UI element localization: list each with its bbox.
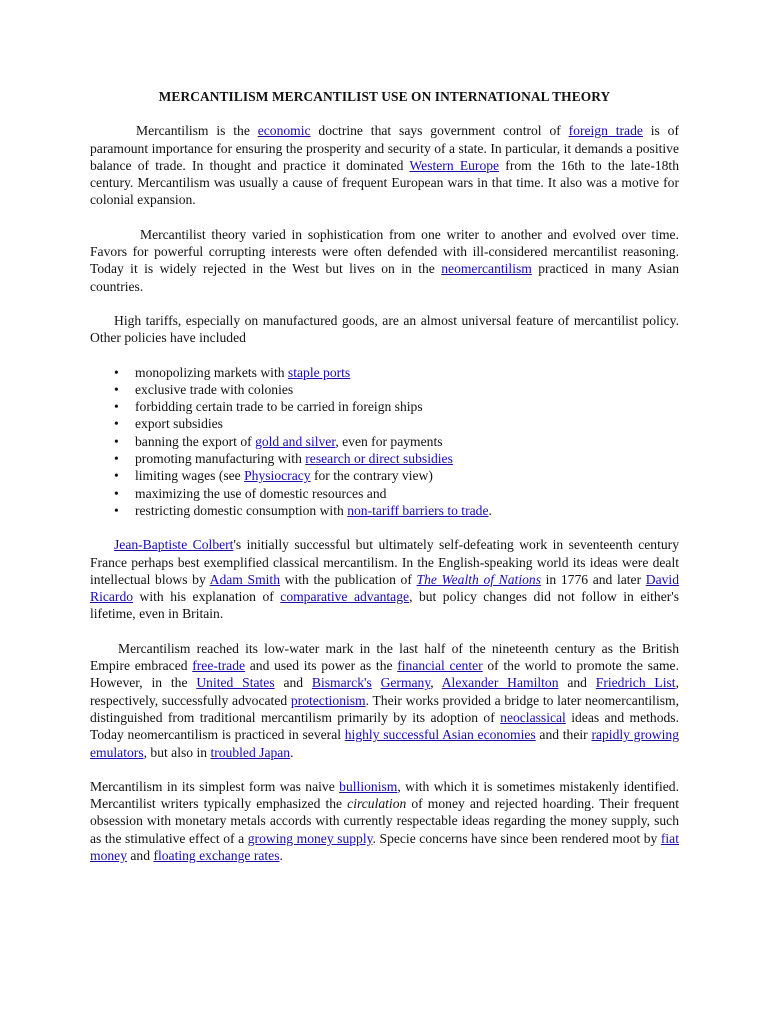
link-the-wealth-of-nations[interactable]: The Wealth of Nations	[416, 571, 541, 587]
text-run: , even for payments	[335, 433, 443, 449]
paragraph-intro	[90, 122, 679, 208]
text-run: , but policy changes did not follow in either's lifetime, even in Britain.	[90, 589, 679, 622]
text-run: with the publication of	[280, 571, 417, 587]
text-run: restricting domestic consumption with	[135, 502, 348, 518]
link-floating-exchange-rates[interactable]: floating exchange rates	[153, 847, 280, 863]
link-foreign-trade[interactable]: foreign trade	[568, 123, 643, 139]
text-run: Mercantilism reached its low-water mark in the last half of the nineteenth century as the British Empire embraced	[90, 640, 679, 674]
link-physiocracy[interactable]: Physiocracy	[244, 468, 311, 484]
list-item	[90, 415, 679, 432]
link-neoclassical[interactable]: neoclassical	[500, 709, 566, 725]
text-run: maximizing the use of domestic resources and	[135, 485, 387, 501]
link-bismarck-s[interactable]: Bismarck's	[311, 675, 372, 691]
link-free-trade[interactable]: free-trade	[192, 658, 246, 674]
text-run: , but also in	[143, 744, 211, 760]
link-financial-center[interactable]: financial center	[397, 658, 483, 674]
link-staple-ports[interactable]: staple ports	[287, 364, 351, 380]
text-run: for the contrary view)	[310, 468, 433, 484]
link-research-or-direct-subsidies[interactable]: research or direct subsidies	[305, 451, 453, 467]
emphasis-text: circulation	[347, 796, 407, 812]
list-item	[90, 450, 679, 467]
text-run: is of paramount importance for ensuring the prosperity and security of a state. In particular, it demands a positive balance of trade. In thought and practice it dominated	[90, 123, 679, 173]
paragraph-low-water	[90, 640, 679, 761]
text-run: promoting manufacturing with	[135, 451, 306, 467]
text-run: of the world to promote the same. However, in the	[90, 658, 679, 691]
text-run: 's initially successful but ultimately self-defeating work in seventeenth century France perhaps best exemplified classical mercantilism. In the English-speaking world its ideas were dealt intellectual blows by	[90, 537, 679, 587]
link-united-states[interactable]: United States	[196, 675, 275, 691]
document-title: MERCANTILISM MERCANTILIST USE ON INTERNATIONAL THEORY	[158, 89, 611, 104]
text-run: ,	[430, 675, 442, 691]
text-run: of money and rejected hoarding. Their frequent obsession with monetary metals accords with currently respectable ideas regarding the money supply, such as the stimulative effect of a	[90, 796, 680, 846]
link-western-europe[interactable]: Western Europe	[409, 157, 500, 173]
link-neomercantilism[interactable]: neomercantilism	[441, 261, 532, 277]
text-run: Mercantilism in its simplest form was naive	[90, 778, 340, 794]
list-item	[90, 467, 679, 484]
text-run: .	[290, 744, 294, 760]
link-highly-successful-asian-economies[interactable]: highly successful Asian economies	[344, 727, 536, 743]
text-run: .	[488, 502, 492, 518]
text-run: Mercantilist theory varied in sophistication from one writer to another and evolved over time. Favors for powerful corrupting interests were often defended with ill-considered mercantilist reasoning. Today it is widely rejected in the West but lives on in the	[90, 226, 679, 277]
link-bullionism[interactable]: bullionism	[339, 778, 398, 794]
text-run: exclusive trade with colonies	[135, 381, 294, 397]
list-item	[90, 433, 679, 450]
link-fiat-money[interactable]: fiat money	[90, 830, 679, 863]
policy-list	[90, 364, 679, 520]
text-run: and	[127, 847, 154, 863]
list-item	[90, 364, 679, 381]
link-gold-and-silver[interactable]: gold and silver	[255, 433, 336, 449]
link-jean-baptiste-colbert[interactable]: Jean-Baptiste Colbert	[114, 537, 234, 553]
text-run: in 1776 and later	[540, 571, 646, 587]
text-run: forbidding certain trade to be carried in foreign ships	[135, 399, 423, 415]
text-run: ideas and methods. Today neomercantilism is practiced in several	[90, 709, 679, 743]
text-run: monopolizing markets with	[135, 364, 288, 380]
text-run	[372, 675, 381, 690]
link-protectionism[interactable]: protectionism	[290, 692, 366, 708]
link-david-ricardo[interactable]: David Ricardo	[90, 571, 679, 605]
link-germany[interactable]: Germany	[380, 675, 431, 691]
text-run: High tariffs, especially on manufactured goods, are an almost universal feature of mercantilist policy. Other policies have included	[90, 312, 679, 346]
text-run: from the 16th to the late-18th century. Mercantilism was usually a cause of frequent European wars in that time. It also was a motive for colonial expansion.	[90, 157, 680, 208]
link-economic[interactable]: economic	[257, 123, 311, 139]
text-run: limiting wages (see	[135, 468, 245, 484]
link-rapidly-growing-emulators[interactable]: rapidly growing emulators	[90, 727, 679, 760]
paragraph-theory	[90, 226, 679, 295]
text-run: doctrine that says government control of	[310, 123, 569, 139]
text-run: .	[279, 847, 283, 863]
text-run: Mercantilism is the	[136, 123, 258, 139]
link-alexander-hamilton[interactable]: Alexander Hamilton	[441, 675, 559, 691]
text-run: , respectively, successfully advocated	[90, 675, 679, 708]
list-item	[90, 398, 679, 415]
text-run: with his explanation of	[133, 589, 281, 605]
text-run: and	[274, 675, 312, 691]
text-run: banning the export of	[135, 433, 256, 449]
link-adam-smith[interactable]: Adam Smith	[209, 571, 281, 587]
text-run: and used its power as the	[245, 658, 398, 674]
document-page	[90, 88, 679, 864]
link-non-tariff-barriers-to-trade[interactable]: non-tariff barriers to trade	[347, 502, 489, 518]
list-item	[90, 381, 679, 398]
text-run: and their	[535, 727, 592, 743]
link-growing-money-supply[interactable]: growing money supply	[247, 830, 373, 846]
link-troubled-japan[interactable]: troubled Japan	[210, 744, 291, 760]
paragraph-bullionism	[90, 778, 679, 864]
link-friedrich-list[interactable]: Friedrich List	[595, 675, 676, 691]
text-run: practiced in many Asian countries.	[90, 261, 679, 294]
link-comparative-advantage[interactable]: comparative advantage	[280, 589, 410, 605]
list-item	[90, 485, 679, 502]
text-run: . Specie concerns have since been rendered moot by	[372, 830, 661, 846]
text-run: and	[558, 675, 596, 691]
text-run: , with which it is sometimes mistakenly identified. Mercantilist writers typically emphasized the	[90, 778, 679, 812]
text-run: . Their works provided a bridge to later neomercantilism, distinguished from traditional mercantilism primarily by its adoption of	[90, 692, 679, 725]
paragraph-policies	[90, 312, 679, 347]
text-run: export subsidies	[135, 416, 223, 432]
paragraph-colbert	[90, 536, 679, 622]
list-item	[90, 502, 679, 519]
